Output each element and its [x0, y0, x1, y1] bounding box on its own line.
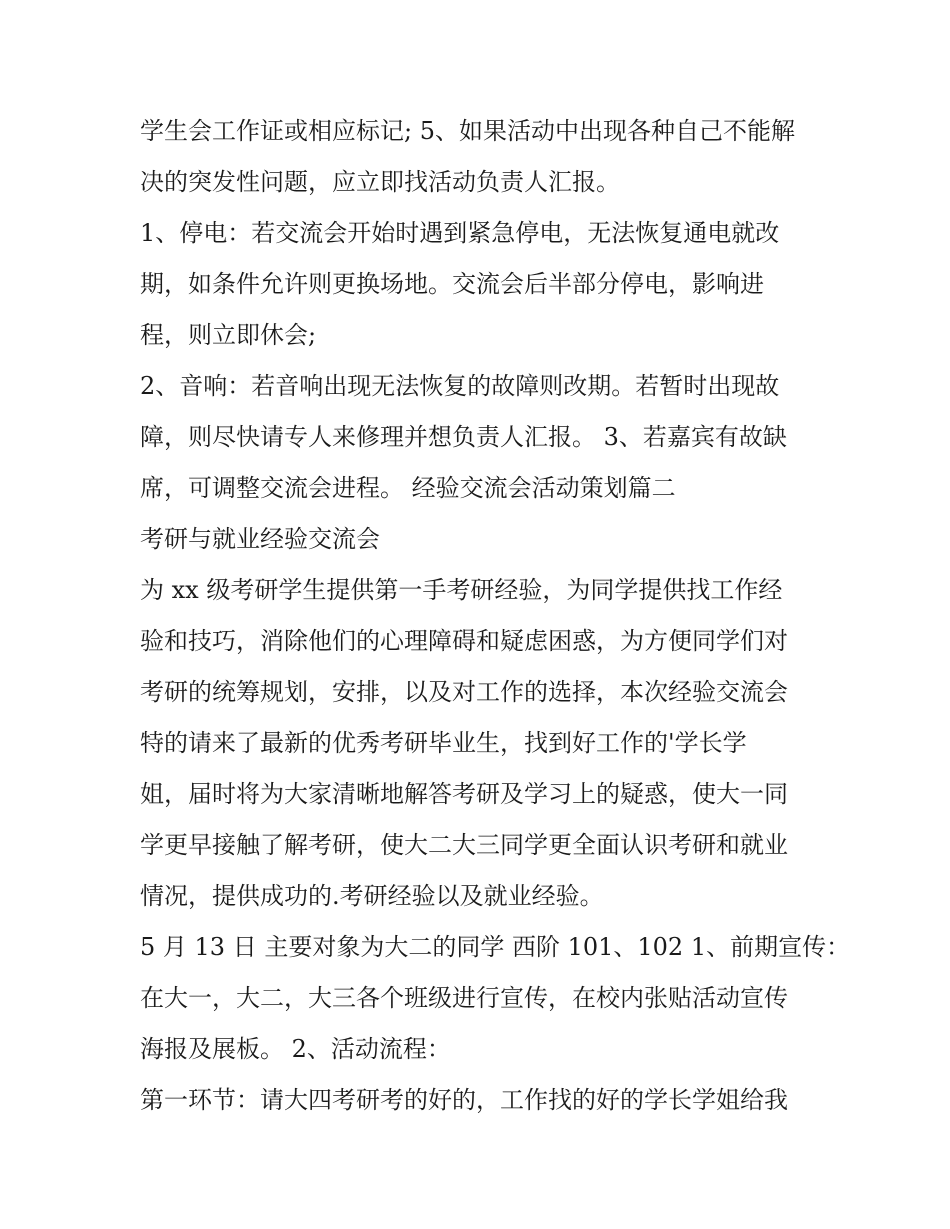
text-line: 第一环节：请大四考研考的好的，工作找的好的学长学姐给我	[140, 1086, 788, 1114]
text-line: 考研的统筹规划，安排，以及对工作的选择，本次经验交流会	[140, 678, 788, 706]
text-line: 2、音响：若音响出现无法恢复的故障则改期。若暂时出现故	[140, 372, 780, 400]
text-line: 决的突发性问题，应立即找活动负责人汇报。	[140, 168, 620, 196]
text-line: 情况，提供成功的.考研经验以及就业经验。	[140, 882, 604, 910]
text-line: 1、停电：若交流会开始时遇到紧急停电，无法恢复通电就改	[140, 219, 780, 247]
text-line: 特的请来了最新的优秀考研毕业生，找到好工作的'学长学	[140, 729, 747, 757]
text-line: 学更早接触了解考研，使大二大三同学更全面认识考研和就业	[140, 831, 788, 859]
text-line: 5 月 13 日 主要对象为大二的同学 西阶 101、102 1、前期宣传：	[140, 933, 851, 961]
text-line: 验和技巧，消除他们的心理障碍和疑虑困惑，为方便同学们对	[140, 627, 788, 655]
text-line: 程，则立即休会;	[140, 321, 317, 349]
section-heading: 考研与就业经验交流会	[140, 525, 380, 553]
text-line: 障，则尽快请专人来修理并想负责人汇报。 3、若嘉宾有故缺	[140, 423, 787, 451]
text-line: 席，可调整交流会进程。 经验交流会活动策划篇二	[140, 474, 676, 502]
text-line: 为 xx 级考研学生提供第一手考研经验，为同学提供找工作经	[140, 576, 783, 604]
document-body	[140, 106, 851, 1126]
text-line: 期，如条件允许则更换场地。交流会后半部分停电，影响进	[140, 270, 764, 298]
text-line: 姐，届时将为大家清晰地解答考研及学习上的疑惑，使大一同	[140, 780, 788, 808]
text-line: 学生会工作证或相应标记; 5、如果活动中出现各种自己不能解	[140, 117, 795, 145]
text-line: 在大一，大二，大三各个班级进行宣传，在校内张贴活动宣传	[140, 984, 788, 1012]
text-line: 海报及展板。 2、活动流程：	[140, 1035, 451, 1063]
